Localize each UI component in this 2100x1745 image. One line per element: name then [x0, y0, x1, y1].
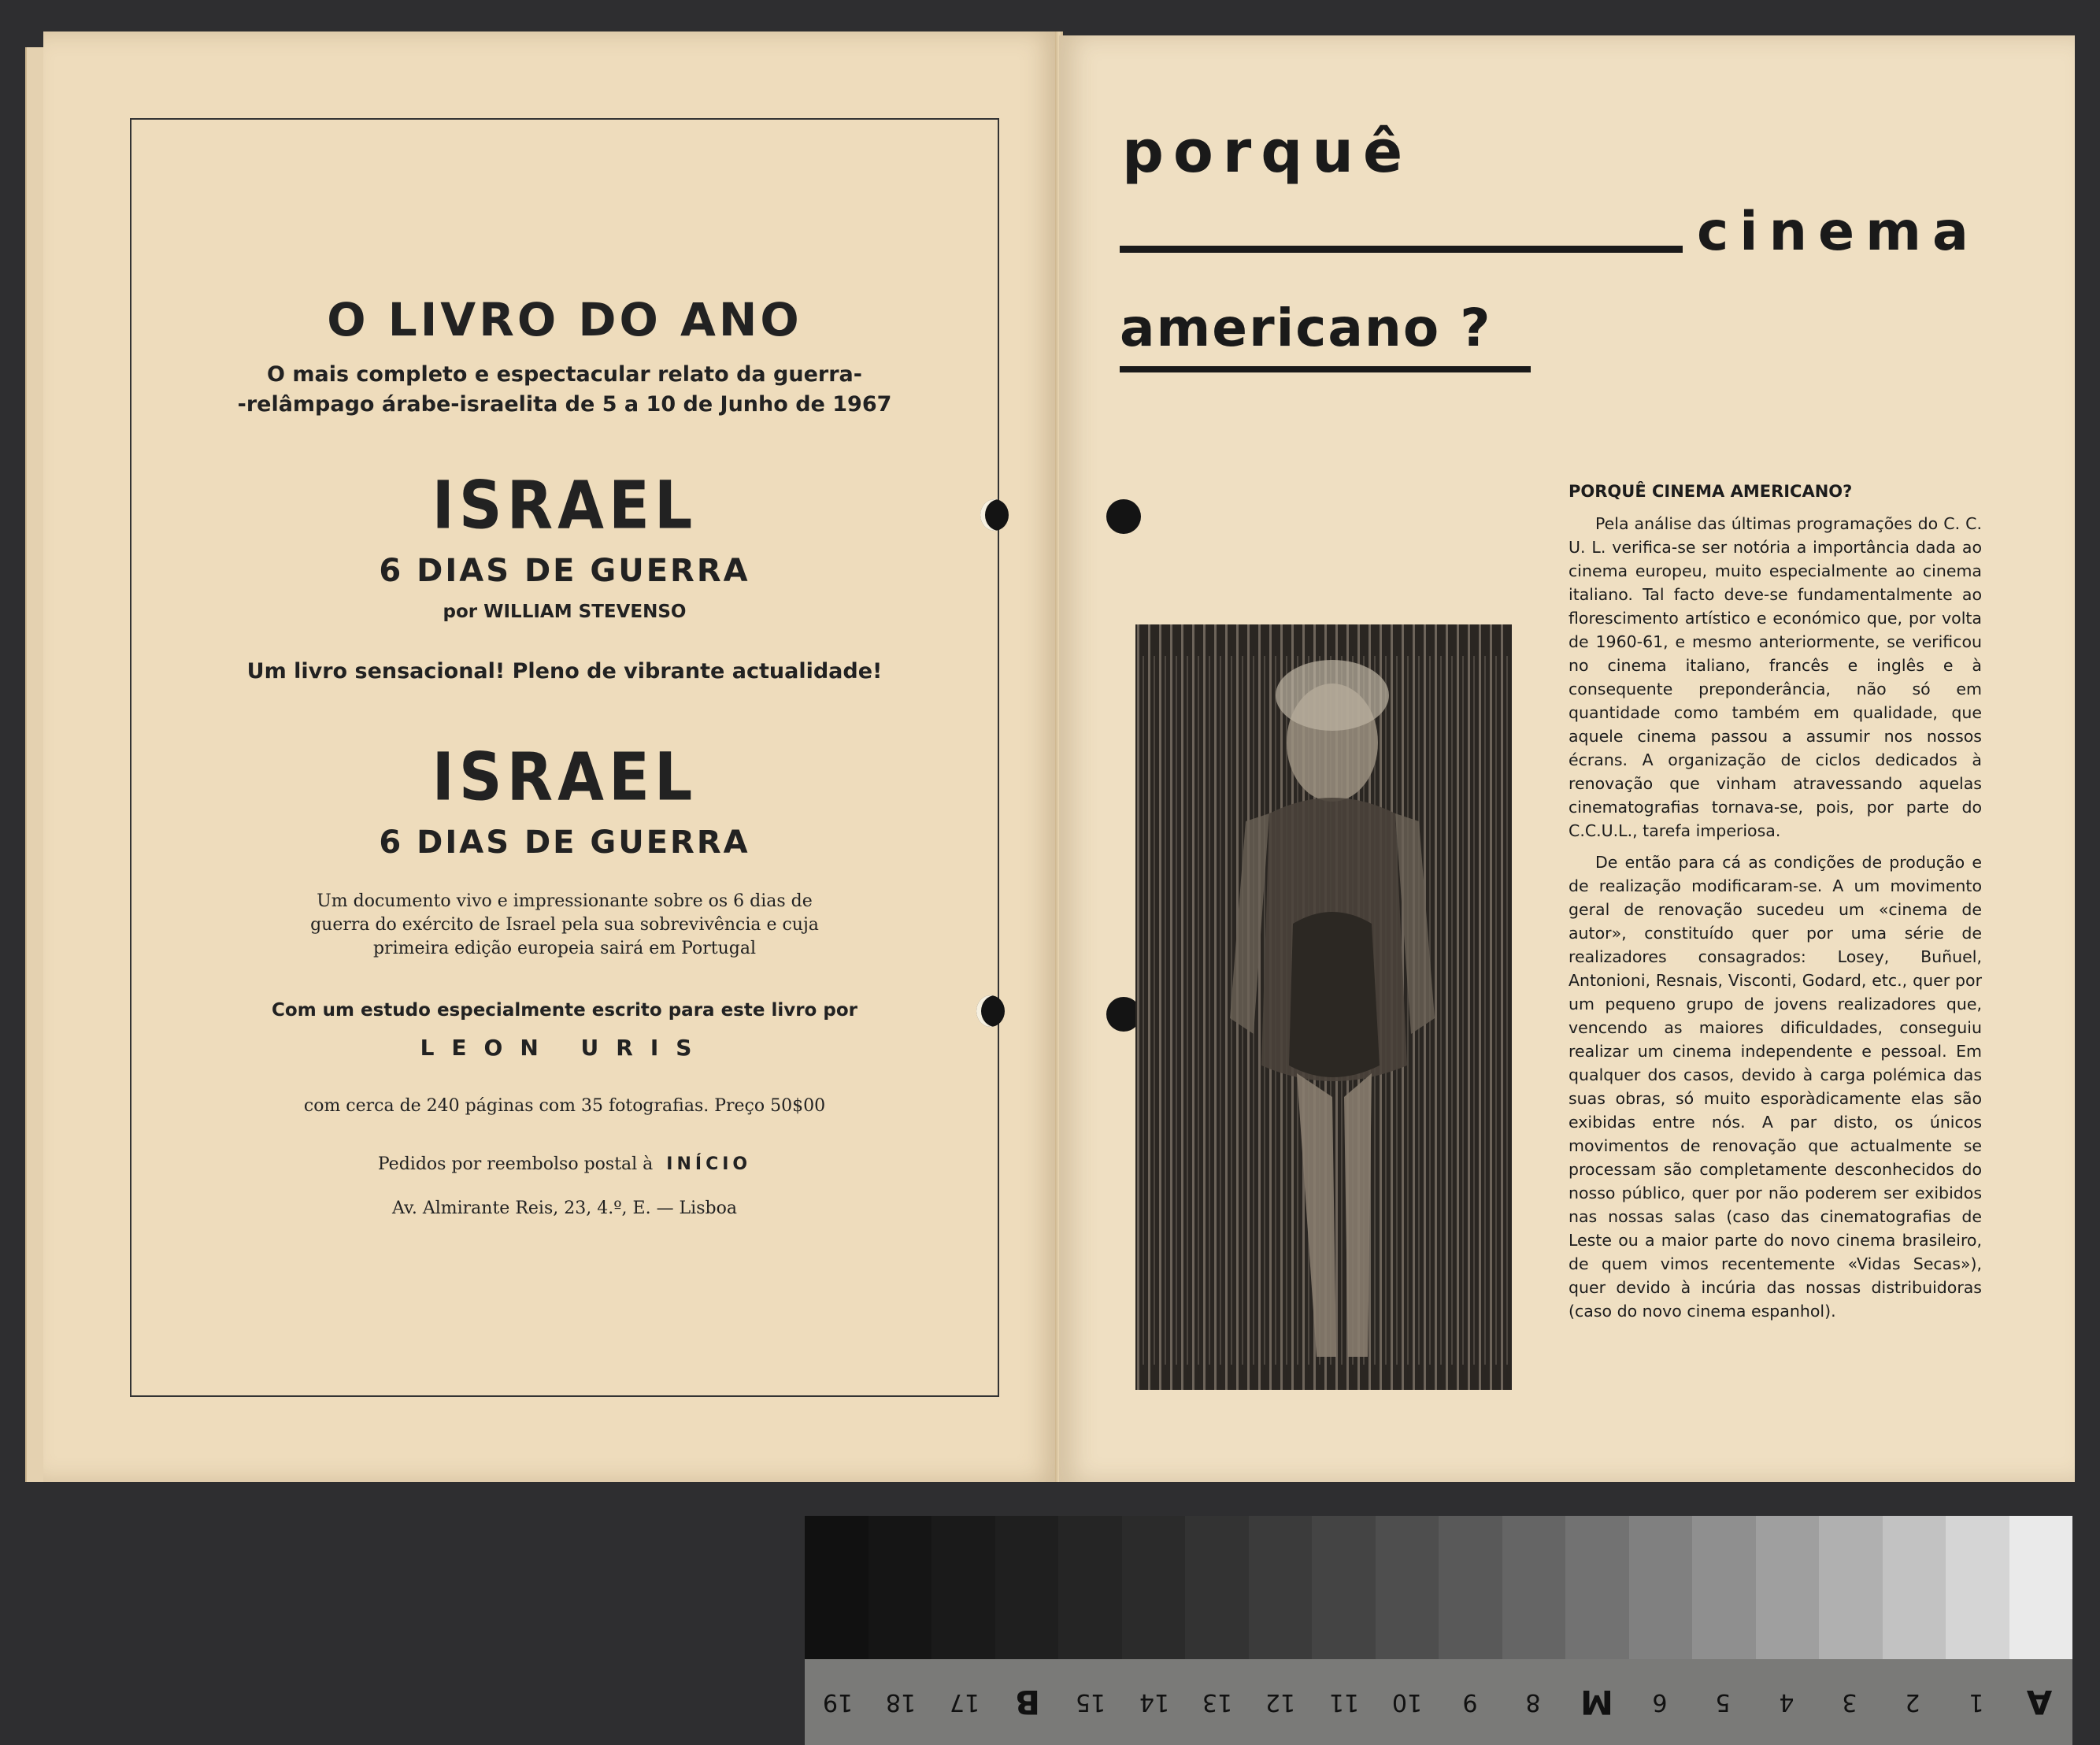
grayscale-swatches — [805, 1516, 2072, 1659]
scale-tick: 18 — [886, 1688, 917, 1716]
article-paragraph: Pela análise das últimas programações do C. C. U. L. verifica-se ser notória a importância dada ao cinema europeu, muito especialmente ao cinema italiano. Tal facto deve-se fundamentalmente ao florescimento artístico e económico que, por volta de 1960-61, e mesmo anteriormente, se verificou no cinema italiano, francês e inglês e à consequente preponderância, não só em quantidade como também em qualidade, que aquele cinema passou a assumir nos nossos écrans. A organização de ciclos dedicados à renovação que vinham atravessando aquelas cinematografias tornava-se, pois, por parte do C.C.U.L., tarefa imperiosa. — [1569, 514, 1982, 840]
binding-hole — [976, 995, 1005, 1027]
book-advertisement — [130, 118, 999, 1397]
scale-tick: 10 — [1391, 1688, 1422, 1716]
binding-hole — [1106, 499, 1141, 534]
ad-subtitle — [131, 360, 998, 420]
study-author: LEON URIS — [420, 1035, 709, 1061]
header-americano: americano ? — [1120, 298, 1492, 358]
scale-tick: 14 — [1139, 1688, 1169, 1716]
gray-swatch — [1439, 1516, 1502, 1659]
scale-tick: 3 — [1842, 1688, 1857, 1716]
gray-swatch — [931, 1516, 995, 1659]
scale-tick: 5 — [1715, 1688, 1731, 1716]
gray-swatch — [1692, 1516, 1756, 1659]
gray-swatch — [1629, 1516, 1693, 1659]
gray-swatch — [1058, 1516, 1122, 1659]
order-line — [131, 1153, 998, 1176]
address: Av. Almirante Reis, 23, 4.º, E. — Lisboa — [392, 1199, 737, 1218]
book-subtitle-repeat: 6 DIAS DE GUERRA — [379, 824, 750, 861]
gray-swatch — [1946, 1516, 2009, 1659]
scale-tick: 13 — [1202, 1688, 1232, 1716]
book-description — [131, 890, 998, 961]
gray-swatch — [995, 1516, 1059, 1659]
gray-swatch — [1502, 1516, 1566, 1659]
header-underline — [1120, 366, 1531, 372]
grayscale-color-chart — [805, 1516, 2072, 1745]
gray-swatch — [805, 1516, 869, 1659]
description-line: primeira edição europeia sairá em Portugal — [372, 939, 757, 958]
scale-tick: 8 — [1525, 1688, 1541, 1716]
study-line: Com um estudo especialmente escrito para este livro por — [272, 1000, 857, 1021]
gray-swatch — [1565, 1516, 1629, 1659]
gray-swatch — [1312, 1516, 1376, 1659]
pages-price: com cerca de 240 páginas com 35 fotografias. Preço 50$00 — [303, 1096, 826, 1116]
book-subtitle: 6 DIAS DE GUERRA — [379, 553, 750, 589]
scale-tick: 4 — [1779, 1688, 1794, 1716]
order-prefix: Pedidos por reembolso postal à — [377, 1154, 654, 1174]
scale-tick: 17 — [949, 1688, 980, 1716]
photo-image — [1135, 624, 1512, 1390]
publisher-name: INÍCIO — [666, 1154, 752, 1174]
gray-swatch — [2009, 1516, 2073, 1659]
author-line: por WILLIAM STEVENSO — [443, 602, 687, 622]
description-line: guerra do exército de Israel pela sua sobrevivência e cuja — [310, 915, 819, 935]
ad-subtitle-line: -relâmpago árabe-israelita de 5 a 10 de Junho de 1967 — [237, 392, 892, 417]
scale-tick: A — [2026, 1683, 2053, 1721]
scale-tick: 12 — [1265, 1688, 1296, 1716]
scale-tick: 15 — [1076, 1688, 1106, 1716]
header-cinema: cinema — [1697, 201, 1980, 263]
gray-swatch — [1819, 1516, 1883, 1659]
header-rule — [1120, 246, 1683, 253]
article-paragraph: De então para cá as condições de produção e de realização modificaram-se. A um movimento geral de renovação sucedeu um «cinema de autor», constituído quer por uma série de realizadores consagrados: Losey, Buñuel, Antonioni, Resnais, Visconti, Godard, etc., quer por um pequeno grupo de jovens realizadores que, vencendo as maiores dificuldades, conseguiu realizar um cinema independente e pessoal. Em qualquer dos casos, devido à carga polémica das suas obras, só muito esporàdicamente elas são exibidas entre nós. A par disto, os únicos movimentos de renovação que actualmente se processam são completamente desconhecidos do nosso público, quer por não poderem ser exibidos nas nossas salas (caso das cinematografias de Leste ou a maior parte do novo cinema brasileiro, de quem vimos recentemente «Vidas Secas»), quer devido à incúria das nossas distribuidoras (caso do novo cinema espanhol). — [1569, 853, 1982, 1321]
gray-swatch — [1756, 1516, 1820, 1659]
description-line: Um documento vivo e impressionante sobre os 6 dias de — [317, 891, 813, 911]
book-title: ISRAEL — [431, 466, 698, 544]
gray-swatch — [1185, 1516, 1249, 1659]
tagline: Um livro sensacional! Pleno de vibrante actualidade! — [246, 659, 883, 684]
book-title-repeat: ISRAEL — [431, 738, 698, 816]
gray-swatch — [1122, 1516, 1186, 1659]
gray-swatch — [1249, 1516, 1313, 1659]
scale-tick: 9 — [1462, 1688, 1478, 1716]
chart-scale — [805, 1659, 2072, 1745]
gray-swatch — [1376, 1516, 1439, 1659]
gray-swatch — [869, 1516, 932, 1659]
ad-subtitle-line: O mais completo e espectacular relato da guerra- — [267, 362, 862, 387]
scale-tick: B — [1014, 1683, 1040, 1721]
gray-swatch — [1883, 1516, 1946, 1659]
actress-photo — [1135, 624, 1512, 1390]
article-title: PORQUÊ CINEMA AMERICANO? — [1569, 482, 1853, 501]
scale-tick: 2 — [1905, 1688, 1920, 1716]
binding-hole — [980, 499, 1009, 531]
ad-title: O LIVRO DO ANO — [327, 293, 802, 346]
scale-tick: M — [1580, 1683, 1613, 1721]
article — [1569, 482, 1982, 1331]
header-porque: porquê — [1122, 118, 1413, 186]
scale-tick: 1 — [1969, 1688, 1984, 1716]
scale-tick: 19 — [822, 1688, 854, 1716]
scale-tick: 6 — [1652, 1688, 1668, 1716]
scale-tick: 11 — [1328, 1688, 1359, 1716]
